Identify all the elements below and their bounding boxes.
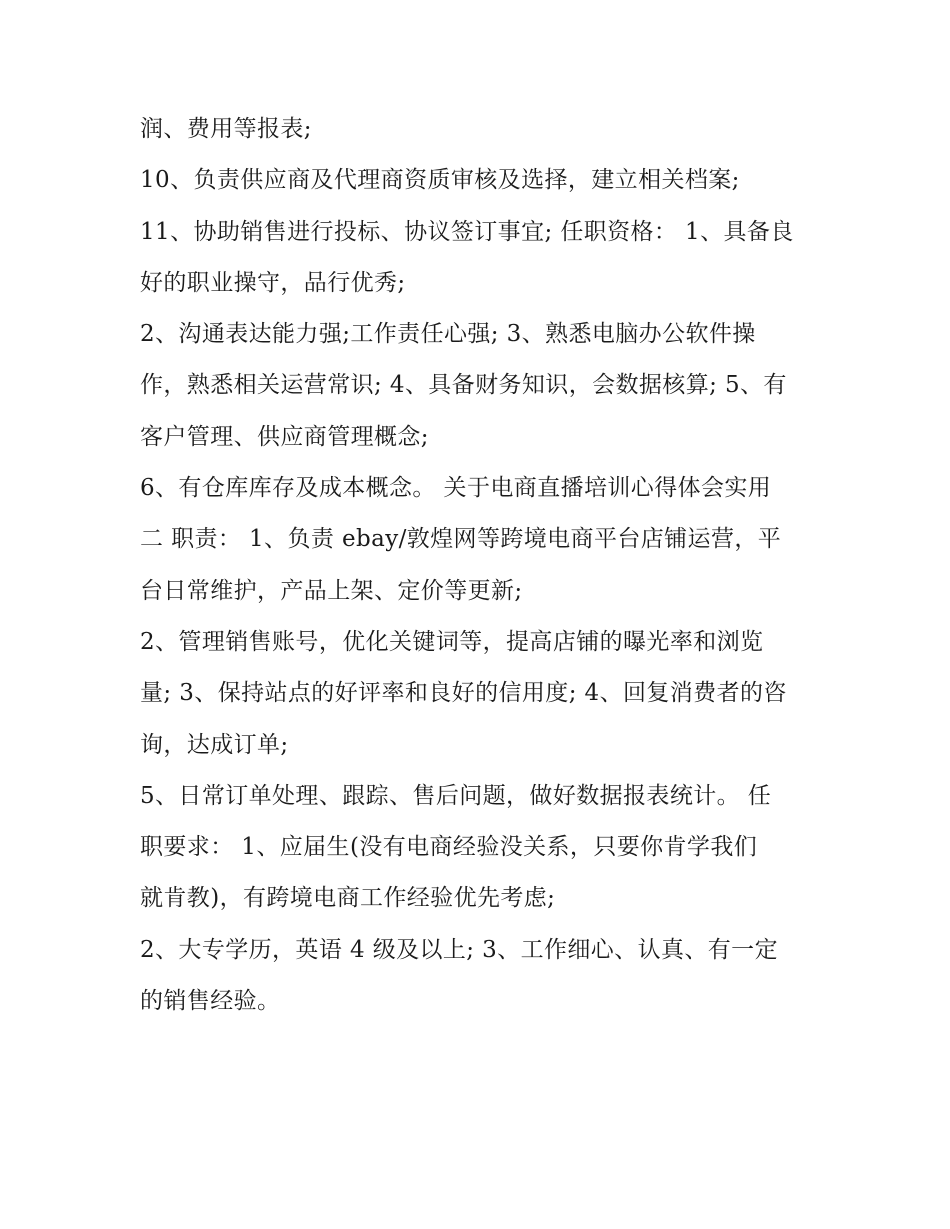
text-line: 客户管理、供应商管理概念; [140,423,429,450]
text-line: 润、费用等报表; [140,116,312,142]
text-line: 2、大专学历，英语 4 级及以上; 3、工作细心、认真、有一定 [140,936,778,963]
text-line: 量; 3、保持站点的好评率和良好的信用度; 4、回复消费者的咨 [140,680,787,707]
text-line: 5、日常订单处理、跟踪、售后问题，做好数据报表统计。 任 [140,782,772,809]
text-line: 的销售经验。 [140,988,281,1015]
text-line: 10、负责供应商及代理商资质审核及选择，建立相关档案; [140,167,740,194]
text-line: 询，达成订单; [140,731,289,758]
text-line: 就肯教)，有跨境电商工作经验优先考虑; [140,885,556,912]
text-line: 2、沟通表达能力强;工作责任心强; 3、熟悉电脑办公软件操 [140,321,756,348]
text-line: 6、有仓库库存及成本概念。 关于电商直播培训心得体会实用 [140,475,772,502]
text-line: 11、协助销售进行投标、协议签订事宜; 任职资格： 1、具备良 [140,218,794,245]
text-line: 2、管理销售账号，优化关键词等，提高店铺的曝光率和浏览 [140,628,764,655]
text-line: 好的职业操守，品行优秀; [140,269,406,296]
text-line: 作，熟悉相关运营常识; 4、具备财务知识，会数据核算; 5、有 [140,372,787,399]
document-body [140,104,820,1027]
text-line: 职要求： 1、应届生(没有电商经验没关系，只要你肯学我们 [140,834,758,861]
text-line: 二 职责： 1、负责 ebay/敦煌网等跨境电商平台店铺运营，平 [140,526,782,553]
text-line: 台日常维护，产品上架、定价等更新; [140,577,523,604]
